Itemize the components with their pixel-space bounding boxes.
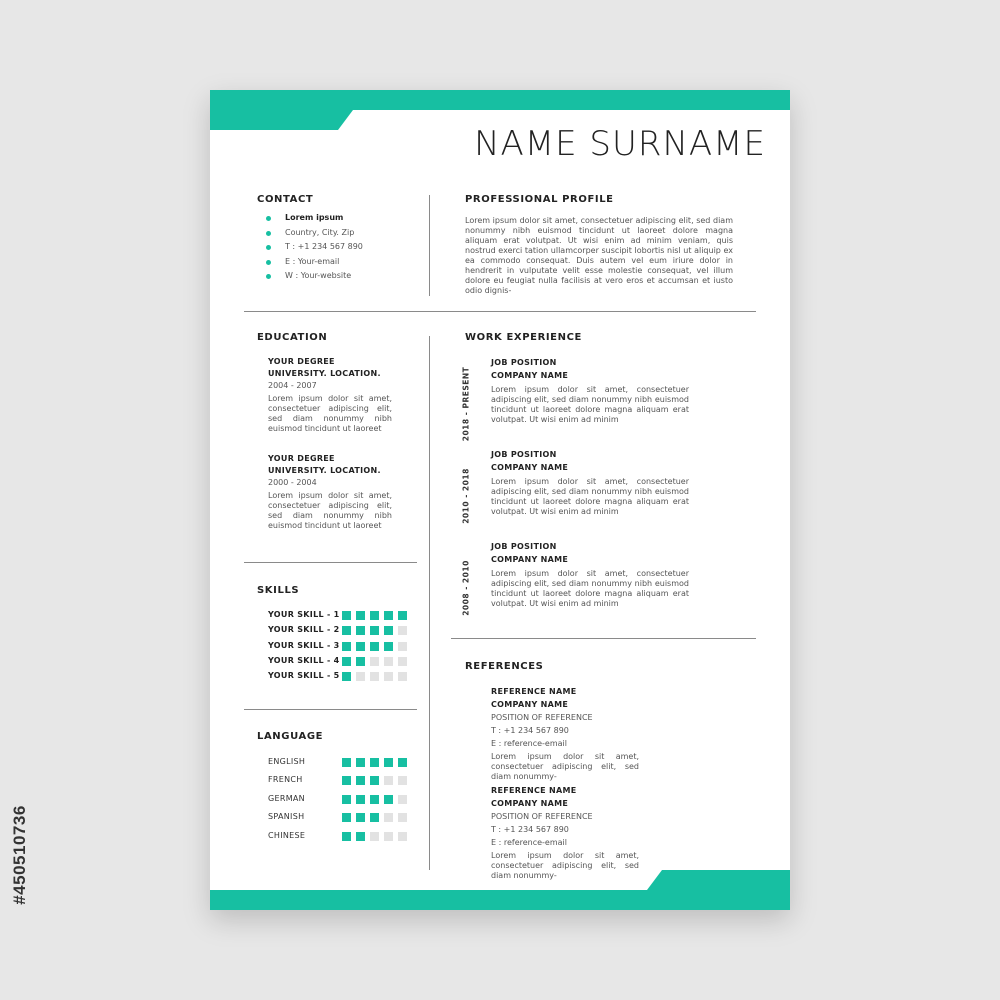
rating-box-empty: [384, 832, 393, 841]
rating-box-filled: [356, 795, 365, 804]
rating-box-filled: [356, 813, 365, 822]
language-label: SPANISH: [268, 812, 305, 822]
references-title: REFERENCES: [465, 661, 544, 672]
rating-boxes: [342, 795, 407, 804]
rating-boxes: [342, 832, 407, 841]
rating-boxes: [342, 758, 407, 767]
rating-box-filled: [342, 626, 351, 635]
bullet-dot-icon: [266, 260, 271, 265]
rating-boxes: [342, 642, 407, 651]
education-item: [268, 357, 392, 434]
rating-box-filled: [370, 776, 379, 785]
degree: YOUR DEGREE: [268, 357, 335, 366]
skill-row: [268, 641, 410, 653]
education-text: Lorem ipsum dolor sit amet, consectetuer adipiscing elit, sed diam nonummy nibh euismod tincidunt ut laoreet: [268, 394, 392, 433]
skill-label: YOUR SKILL - 1: [268, 610, 340, 619]
rating-box-empty: [370, 657, 379, 666]
skill-label: YOUR SKILL - 4: [268, 655, 340, 665]
profile-text: Lorem ipsum dolor sit amet, consectetuer adipiscing elit, sed diam nonummy nibh euismod tincidunt ut laoreet dolore magna aliquam erat volutpat. Ut wisi enim ad minim veniam, quis nostrud exerci tation ullamcorper suscipit lobortis nisl ut aliquip ex ea commodo consequat. Duis autem vel eum iriure dolor in hendrerit in vulputate velit esse molestie consequat, vel illum dolore eu feugiat nulla facilisis at vero eros et accumsan et iusto odio dignis-: [465, 216, 733, 295]
reference-item: [491, 687, 641, 782]
reference-email: E : reference-email: [491, 739, 567, 748]
rating-box-empty: [398, 642, 407, 651]
bullet-dot-icon: [266, 216, 271, 221]
rating-box-empty: [398, 832, 407, 841]
rating-box-filled: [356, 776, 365, 785]
rating-box-filled: [384, 642, 393, 651]
contact-item: Lorem ipsum: [262, 213, 363, 228]
education-text: Lorem ipsum dolor sit amet, consectetuer adipiscing elit, sed diam nonummy nibh euismod tincidunt ut laoreet: [268, 491, 392, 530]
contact-list: [262, 213, 363, 286]
bottom-accent-band: [210, 870, 790, 910]
skill-label: YOUR SKILL - 2: [268, 625, 340, 635]
section-divider: [244, 562, 417, 563]
rating-box-empty: [384, 672, 393, 681]
contact-title: CONTACT: [257, 194, 314, 205]
skill-label: YOUR SKILL - 3: [268, 640, 340, 650]
job-company: COMPANY NAME: [491, 463, 569, 472]
rating-box-empty: [398, 795, 407, 804]
reference-text: Lorem ipsum dolor sit amet, consectetuer adipiscing elit, sed diam nonummy-: [491, 752, 639, 781]
contact-item: T : +1 234 567 890: [262, 242, 363, 257]
language-row: [268, 775, 410, 787]
rating-box-filled: [370, 795, 379, 804]
rating-box-filled: [370, 642, 379, 651]
rating-box-empty: [398, 626, 407, 635]
education-years: 2004 - 2007: [268, 381, 317, 390]
job-text: Lorem ipsum dolor sit amet, consectetuer adipiscing elit, sed diam nonummy nibh euismod tincidunt ut laoreet dolore magna aliquam erat volutpat. Ut wisi enim ad minim: [491, 477, 689, 516]
rating-box-filled: [398, 611, 407, 620]
degree: YOUR DEGREE: [268, 454, 335, 463]
job-company: COMPANY NAME: [491, 371, 569, 380]
reference-name: REFERENCE NAME: [491, 687, 577, 696]
rating-box-empty: [384, 813, 393, 822]
bullet-dot-icon: [266, 245, 271, 250]
reference-position: POSITION OF REFERENCE: [491, 812, 593, 821]
rating-box-filled: [356, 832, 365, 841]
rating-box-filled: [356, 642, 365, 651]
contact-item: E : Your-email: [262, 257, 363, 272]
language-row: [268, 794, 410, 806]
rating-boxes: [342, 626, 407, 635]
job-position: JOB POSITION: [491, 358, 557, 367]
rating-box-filled: [370, 758, 379, 767]
language-label: CHINESE: [268, 830, 306, 840]
column-divider: [429, 336, 430, 870]
job-company: COMPANY NAME: [491, 555, 569, 564]
section-divider: [244, 709, 417, 710]
rating-box-filled: [342, 813, 351, 822]
bullet-dot-icon: [266, 231, 271, 236]
stock-id-label: [4, 760, 36, 950]
reference-item: [491, 786, 641, 881]
university: UNIVERSITY. LOCATION.: [268, 369, 381, 378]
language-label: GERMAN: [268, 793, 305, 803]
rating-box-empty: [398, 776, 407, 785]
language-row: [268, 757, 410, 769]
column-divider-top: [429, 195, 430, 296]
language-label: FRENCH: [268, 775, 303, 785]
job-text: Lorem ipsum dolor sit amet, consectetuer adipiscing elit, sed diam nonummy nibh euismod tincidunt ut laoreet dolore magna aliquam erat volutpat. Ut wisi enim ad minim: [491, 385, 689, 424]
rating-box-filled: [342, 672, 351, 681]
language-row: [268, 812, 410, 824]
rating-box-filled: [342, 657, 351, 666]
rating-boxes: [342, 672, 407, 681]
education-item: [268, 454, 392, 531]
contact-item: Country, City. Zip: [262, 228, 363, 243]
rating-box-filled: [342, 611, 351, 620]
rating-box-empty: [398, 813, 407, 822]
reference-text: Lorem ipsum dolor sit amet, consectetuer adipiscing elit, sed diam nonummy-: [491, 851, 639, 880]
skill-row: [268, 656, 410, 668]
skill-row: [268, 671, 410, 683]
skills-title: SKILLS: [257, 585, 300, 596]
skill-row: [268, 610, 410, 622]
education-years: 2000 - 2004: [268, 478, 317, 487]
bullet-dot-icon: [266, 274, 271, 279]
rating-box-filled: [384, 611, 393, 620]
rating-box-filled: [370, 611, 379, 620]
job-position: JOB POSITION: [491, 542, 557, 551]
reference-company: COMPANY NAME: [491, 799, 569, 808]
rating-boxes: [342, 657, 407, 666]
section-divider: [451, 638, 756, 639]
rating-box-filled: [356, 611, 365, 620]
reference-phone: T : +1 234 567 890: [491, 726, 569, 735]
rating-boxes: [342, 776, 407, 785]
work-title: WORK EXPERIENCE: [465, 332, 582, 343]
reference-company: COMPANY NAME: [491, 700, 569, 709]
rating-box-empty: [356, 672, 365, 681]
job-period: 2010 - 2018: [461, 468, 471, 524]
rating-box-filled: [370, 813, 379, 822]
rating-box-filled: [384, 626, 393, 635]
rating-box-filled: [342, 832, 351, 841]
education-title: EDUCATION: [257, 332, 328, 343]
rating-box-filled: [342, 776, 351, 785]
stock-id-text: #450510736: [10, 805, 29, 905]
rating-box-empty: [370, 832, 379, 841]
reference-name: REFERENCE NAME: [491, 786, 577, 795]
language-row: [268, 831, 410, 843]
rating-box-filled: [342, 758, 351, 767]
rating-box-filled: [342, 795, 351, 804]
rating-box-filled: [342, 642, 351, 651]
rating-box-filled: [384, 795, 393, 804]
reference-email: E : reference-email: [491, 838, 567, 847]
rating-box-empty: [398, 657, 407, 666]
rating-box-empty: [384, 776, 393, 785]
rating-boxes: [342, 611, 407, 620]
rating-box-empty: [384, 657, 393, 666]
rating-box-filled: [356, 657, 365, 666]
profile-title: PROFESSIONAL PROFILE: [465, 194, 614, 205]
resume-page: [210, 90, 790, 910]
reference-phone: T : +1 234 567 890: [491, 825, 569, 834]
page-title: NAME SURNAME: [474, 124, 766, 164]
job-period: 2008 - 2010: [461, 560, 471, 616]
rating-boxes: [342, 813, 407, 822]
section-divider: [244, 311, 756, 312]
job-position: JOB POSITION: [491, 450, 557, 459]
rating-box-filled: [370, 626, 379, 635]
job-period: 2018 - PRESENT: [461, 366, 471, 442]
skill-label: YOUR SKILL - 5: [268, 671, 340, 681]
rating-box-filled: [356, 626, 365, 635]
university: UNIVERSITY. LOCATION.: [268, 466, 381, 475]
skill-row: [268, 625, 410, 637]
reference-position: POSITION OF REFERENCE: [491, 713, 593, 722]
rating-box-filled: [356, 758, 365, 767]
contact-item: W : Your-website: [262, 271, 363, 286]
rating-box-filled: [384, 758, 393, 767]
rating-box-empty: [370, 672, 379, 681]
language-label: ENGLISH: [268, 757, 306, 766]
rating-box-empty: [398, 672, 407, 681]
rating-box-filled: [398, 758, 407, 767]
job-text: Lorem ipsum dolor sit amet, consectetuer adipiscing elit, sed diam nonummy nibh euismod tincidunt ut laoreet dolore magna aliquam erat volutpat. Ut wisi enim ad minim: [491, 569, 689, 608]
language-title: LANGUAGE: [257, 731, 324, 742]
